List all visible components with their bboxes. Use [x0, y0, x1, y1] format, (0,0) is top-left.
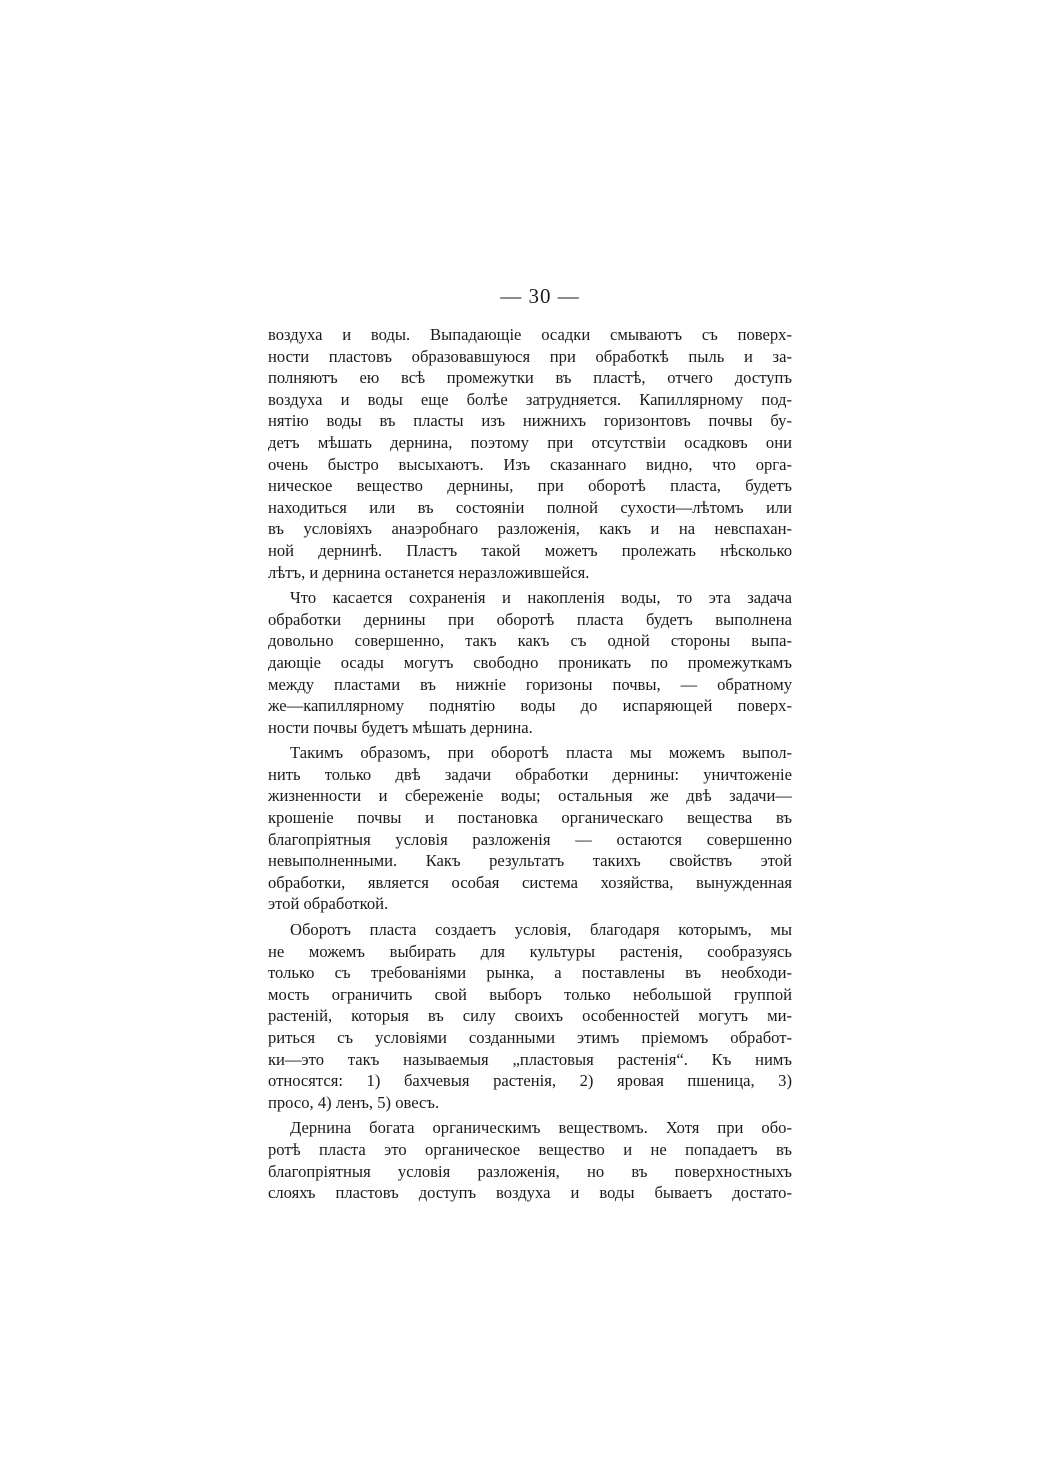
text-line: ности почвы будетъ мѣшать дернина. [268, 717, 533, 737]
text-line: ническое вещество дернины, при оборотѣ пласта, будетъ [268, 476, 792, 496]
text-line: невыполненными. Какъ результатъ такихъ свойствъ этой [268, 851, 792, 871]
text-line: лѣтъ, и дернина останется неразложившейся. [268, 562, 590, 582]
text-line: Оборотъ пласта создаетъ условія, благодаря которымъ, мы [290, 920, 792, 940]
text-line: воздуха и воды. Выпадающіе осадки смываютъ съ поверх- [268, 325, 792, 344]
text-line: крошеніе почвы и постановка органическаго вещества въ [268, 808, 792, 828]
text-line: только съ требованіями рынка, а поставлены въ необходи- [268, 963, 792, 983]
text-line: благопріятныя условія разложенія — остаются совершенно [268, 829, 792, 849]
paragraph [268, 742, 792, 915]
text-line: дающіе осады могутъ свободно проникать по промежуткамъ [268, 652, 792, 672]
text-line: этой обработкой. [268, 894, 389, 914]
text-line: ной дернинѣ. Пластъ такой можетъ пролежать нѣсколько [268, 540, 792, 560]
text-line: воздуха и воды еще болѣе затрудняется. Капиллярному под- [268, 389, 792, 409]
text-line: обработки, является особая система хозяйства, вынужденная [268, 872, 792, 892]
paragraph [268, 1117, 792, 1203]
text-line: же—капиллярному поднятію воды до испаряющей поверх- [268, 696, 792, 716]
text-line: слояхъ пластовъ доступъ воздуха и воды бываетъ достато- [268, 1183, 792, 1203]
text-line: детъ мѣшать дернина, поэтому при отсутствіи осадковъ они [268, 432, 792, 452]
text-line: нить только двѣ задачи обработки дернины: уничтоженіе [268, 764, 792, 784]
text-line: относятся: 1) бахчевыя растенія, 2) яровая пшеница, 3) [268, 1071, 792, 1091]
text-line: Такимъ образомъ, при оборотѣ пласта мы можемъ выпол- [290, 743, 792, 763]
text-line: ки—это такъ называемыя „пластовыя растенія“. Къ нимъ [268, 1049, 792, 1069]
text-line: обработки дернины при оборотѣ пласта будетъ выполнена [268, 609, 792, 629]
body-text [268, 324, 792, 1204]
text-line: нятію воды въ пласты изъ нижнихъ горизонтовъ почвы бу- [268, 411, 792, 431]
text-line: очень быстро высыхаютъ. Изъ сказаннаго видно, что орга- [268, 454, 792, 474]
text-line: между пластами въ нижніе горизоны почвы, — обратному [268, 674, 792, 694]
text-line: растеній, которыя въ силу своихъ особенностей могутъ ми- [268, 1006, 792, 1026]
paragraph [268, 324, 792, 583]
paragraph [268, 587, 792, 738]
text-line: благопріятныя условія разложенія, но въ поверхностныхъ [268, 1161, 792, 1181]
text-line: Что касается сохраненія и накопленія воды, то эта задача [290, 588, 792, 608]
text-line: просо, 4) ленъ, 5) овесъ. [268, 1092, 440, 1112]
text-line: довольно совершенно, такъ какъ съ одной стороны выпа- [268, 631, 792, 651]
text-line: Дернина богата органическимъ веществомъ. Хотя при обо- [290, 1118, 792, 1138]
text-line: полняютъ ею всѣ промежутки въ пластѣ, отчего доступъ [268, 368, 792, 388]
text-line: ротѣ пласта это органическое вещество и не попадаетъ въ [268, 1139, 792, 1159]
text-line: не можемъ выбирать для культуры растенія, сообразуясь [268, 941, 792, 961]
text-line: риться съ условіями созданными этимъ пріемомъ обработ- [268, 1028, 792, 1047]
paragraph [268, 919, 792, 1113]
text-line: мость ограничить свой выборъ только небольшой группой [268, 984, 792, 1004]
text-line: находиться или въ состояніи полной сухости—лѣтомъ или [268, 497, 792, 517]
text-line: въ условіяхъ анаэробнаго разложенія, какъ и на невспахан- [268, 519, 792, 539]
text-line: ности пластовъ образовавшуюся при обработкѣ пыль и за- [268, 346, 792, 366]
text-line: жизненности и сбереженіе воды; остальныя же двѣ задачи— [268, 786, 792, 806]
page-number: — 30 — [500, 284, 580, 308]
